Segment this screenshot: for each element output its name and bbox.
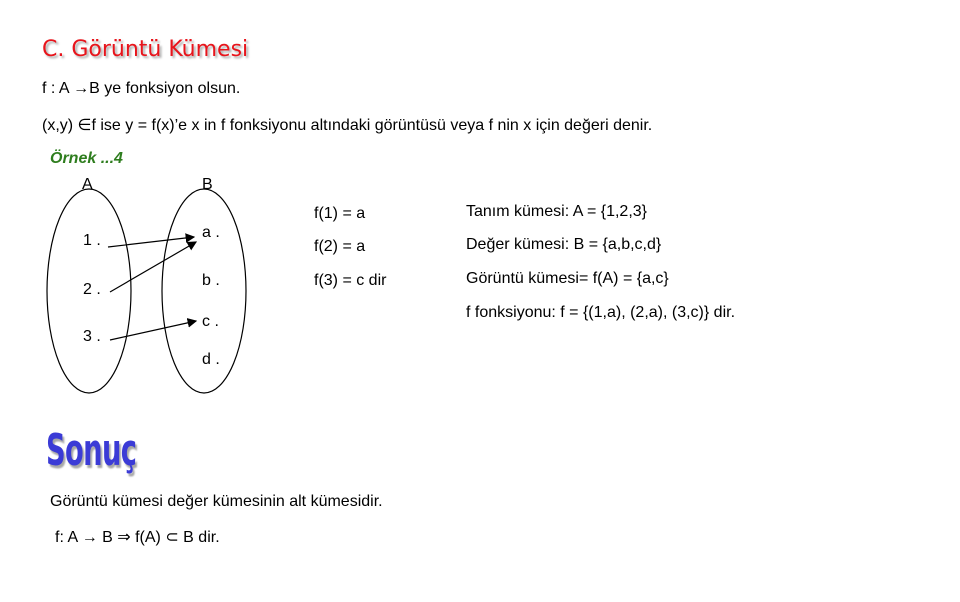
set-b-element: a . [202,224,220,241]
fact-line: Değer kümesi: B = {a,b,c,d} [466,236,662,253]
conclusion-line-1: Görüntü kümesi değer kümesinin alt kümesidir. [50,493,383,510]
set-b-element: b . [202,272,220,289]
set-a-element: 2 . [83,281,101,298]
set-a-element: 3 . [83,328,101,345]
fact-line: f fonksiyonu: f = {(1,a), (2,a), (3,c)} dir. [466,304,736,321]
fact-line: Tanım kümesi: A = {1,2,3} [466,203,647,220]
intro-line-2: (x,y) ∈f ise y = f(x)’e x in f fonksiyonu altındaki görüntüsü veya f nin x için değeri denir. [42,117,653,134]
arrow-1-to-a [108,237,194,247]
set-b-element: c . [202,313,219,330]
conclusion-heading: Sonuç [46,425,137,476]
mapping-line: f(2) = a [314,238,366,255]
page-title: C. Görüntü Kümesi [42,37,249,62]
arrow-3-to-c [110,321,196,340]
intro-line-1: f : A →B ye fonksiyon olsun. [42,80,241,97]
set-a-element: 1 . [83,232,101,249]
mapping-line: f(3) = c dir [314,272,387,289]
set-a-label: A [82,176,93,193]
example-label: Örnek ...4 [50,150,123,167]
conclusion-line-2: f: A → B ⇒ f(A) ⊂ B dir. [55,529,220,546]
arrow-2-to-a [110,242,196,292]
set-b-element: d . [202,351,220,368]
mapping-line: f(1) = a [314,205,366,222]
set-b-label: B [202,176,213,193]
fact-line: Görüntü kümesi= f(A) = {a,c} [466,270,669,287]
